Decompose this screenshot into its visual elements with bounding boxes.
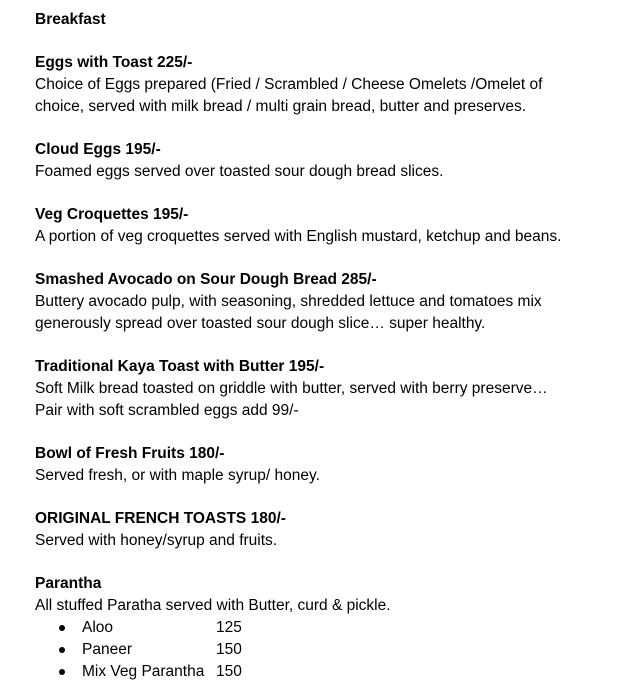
menu-item-french-toasts	[35, 508, 633, 552]
bullet-icon	[59, 647, 65, 653]
item-description-line: Served fresh, or with maple syrup/ honey.	[35, 467, 320, 484]
item-title: Parantha	[35, 575, 102, 592]
menu-item-kaya-toast	[35, 356, 633, 422]
option-name: Paneer	[82, 641, 132, 658]
item-description-line: Soft Milk bread toasted on griddle with butter, served with berry preserve…	[35, 380, 548, 397]
option-price: 150	[216, 663, 242, 680]
item-title: Bowl of Fresh Fruits 180/-	[35, 445, 225, 462]
bullet-icon	[59, 669, 65, 675]
menu-item-eggs-with-toast	[35, 52, 633, 118]
list-item	[59, 639, 633, 661]
option-name: Mix Veg Parantha	[82, 663, 205, 680]
item-title: Traditional Kaya Toast with Butter 195/-	[35, 358, 325, 375]
bullet-icon	[59, 625, 65, 631]
item-title: ORIGINAL FRENCH TOASTS 180/-	[35, 510, 286, 527]
list-item	[59, 617, 633, 639]
item-description-line: generously spread over toasted sour dough slice… super healthy.	[35, 315, 486, 332]
item-title: Cloud Eggs 195/-	[35, 141, 161, 158]
menu-item-smashed-avocado	[35, 269, 633, 335]
item-description-line: Pair with soft scrambled eggs add 99/-	[35, 402, 299, 419]
list-item	[59, 661, 633, 683]
item-title: Smashed Avocado on Sour Dough Bread 285/-	[35, 271, 377, 288]
item-description-line: Foamed eggs served over toasted sour dough bread slices.	[35, 163, 444, 180]
item-description-line: choice, served with milk bread / multi grain bread, butter and preserves.	[35, 98, 527, 115]
item-description-line: All stuffed Paratha served with Butter, curd & pickle.	[35, 597, 391, 614]
item-title: Veg Croquettes 195/-	[35, 206, 189, 223]
option-price: 125	[216, 619, 242, 636]
menu-item-veg-croquettes	[35, 204, 633, 248]
option-name: Aloo	[82, 619, 114, 636]
item-description-line: A portion of veg croquettes served with English mustard, ketchup and beans.	[35, 228, 562, 245]
item-description-line: Buttery avocado pulp, with seasoning, shredded lettuce and tomatoes mix	[35, 293, 542, 310]
menu-item-parantha	[35, 573, 633, 683]
menu-item-cloud-eggs	[35, 139, 633, 183]
item-description-line: Served with honey/syrup and fruits.	[35, 532, 278, 549]
menu-title: Breakfast	[35, 11, 106, 28]
option-price: 150	[216, 641, 242, 658]
menu-item-fresh-fruits	[35, 443, 633, 487]
parantha-options-list	[35, 617, 633, 683]
item-description-line: Choice of Eggs prepared (Fried / Scrambled / Cheese Omelets /Omelet of	[35, 76, 543, 93]
item-title: Eggs with Toast 225/-	[35, 54, 193, 71]
